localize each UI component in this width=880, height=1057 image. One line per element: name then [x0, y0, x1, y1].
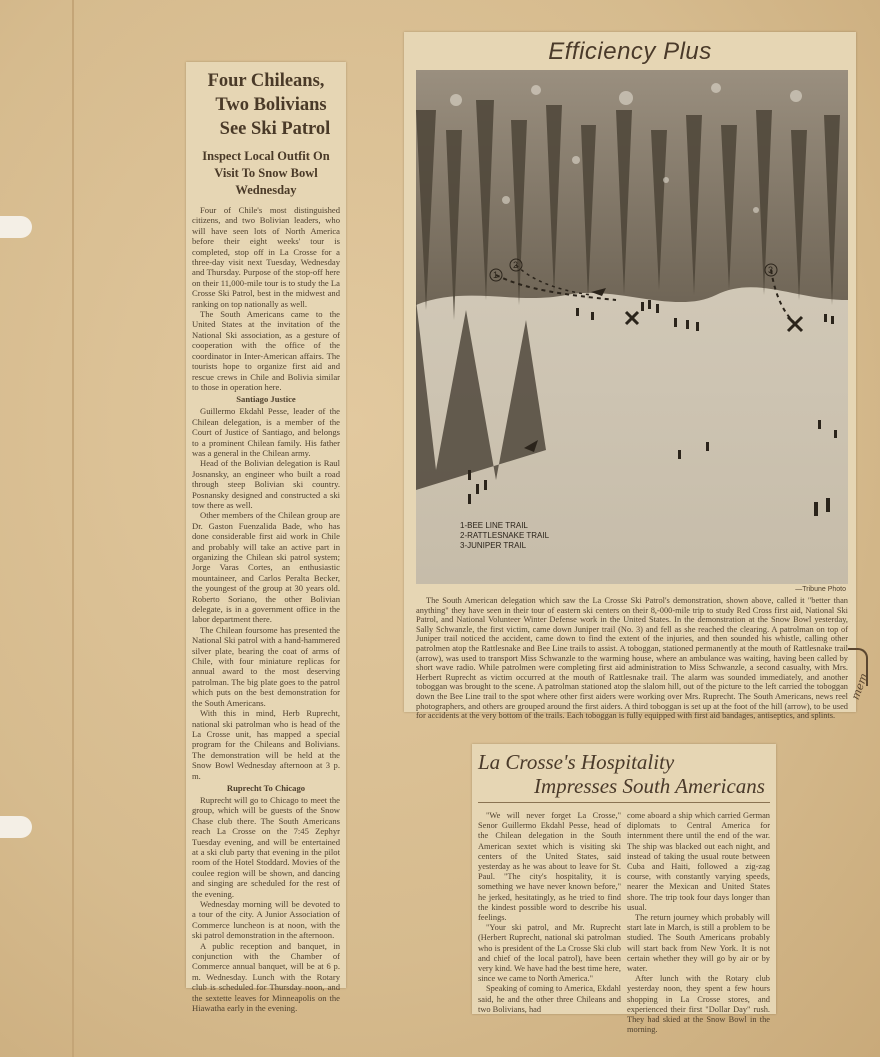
legend-bee-line: 1-BEE LINE TRAIL: [460, 521, 528, 530]
paragraph: Head of the Bolivian delegation is Raul Josnansky, an engineer who built a road through steep Bolivian ski country. Posnansky designed and constructed a ski tow there as well.: [192, 458, 340, 510]
article-four-chileans: [186, 62, 346, 1014]
legend-juniper: 3-JUNIPER TRAIL: [460, 541, 527, 550]
headline: [478, 750, 770, 798]
photo-illustration: [416, 70, 848, 584]
binder-hole-bottom: [0, 816, 32, 838]
ski-slope-photo: [416, 70, 848, 584]
article-hospitality: [472, 744, 776, 1035]
pencil-margin-note: mem: [848, 671, 871, 702]
article-body: [192, 205, 340, 1013]
headline-line-2: Impresses South Americans: [534, 774, 765, 798]
paragraph: A public reception and banquet, in conjunction with the Chamber of Commerce annual banquet, will be at 6 p. m. Wednesday. Lunch with the Rotary club is scheduled for Thursday noon, and the sextette leaves for Minneapolis on the Hiawatha early in the evening.: [192, 940, 340, 1014]
article-columns: [478, 811, 770, 1035]
photo-title: Efficiency Plus: [548, 38, 712, 65]
headline-line-1: La Crosse's Hospitality: [478, 750, 675, 774]
paragraph: The return journey which probably will start late in March, is still a problem to be studied. The South Americans probably will start back from New York. It is not certain whether they will go by air or by water.: [627, 913, 770, 974]
headline-line-1: Four Chileans,: [207, 71, 325, 91]
headline-rule: [478, 802, 770, 803]
subhead-santiago-justice: Santiago Justice: [236, 394, 296, 405]
binder-hole-top: [0, 216, 32, 238]
paragraph: come aboard a ship which carried German diplomats to Central America for internment there until the end of the war. The ship was blacked out each night, and instead of taking the usual route between Cuba and Haiti, followed a zig-zag course, with constantly varying speeds, nearer the Mexican and United States shore. The trip took four days longer than usual.: [627, 811, 770, 912]
paragraph: Speaking of coming to America, Ekdahl said, he and the other three Chileans and two Bolivians, had: [478, 984, 621, 1014]
binding-margin-line: [72, 0, 74, 1057]
paragraph: Wednesday morning will be devoted to a tour of the city. A Junior Association of Commerce luncheon is at noon, with the ski patrol demonstration in the afternoon.: [192, 899, 340, 941]
headline-line-3: See Ski Patrol: [219, 119, 331, 139]
paragraph: With this in mind, Herb Ruprecht, national ski patrolman who is head of the La Crosse unit, has mapped a special program for the Chileans and Bolivians. The demonstration will be held at the Snow Bowl Wednesday afternoon at 3 p. m.: [192, 708, 340, 781]
subhead-ruprecht-to-chicago: Ruprecht To Chicago: [226, 782, 306, 793]
paragraph: The South Americans came to the United States at the invitation of the National Ski association, as a gesture of cooperation with the office of the coordinator in Inter-American affairs. The tourists hope to organize first aid and rescue crews in Chile and Bolivia similar to those in operation here.: [192, 309, 340, 392]
paragraph: Guillermo Ekdahl Pesse, leader of the Chilean delegation, is a member of the Court of Justice of Santiago, and belongs to a prominent Chilean family. His father was a general in the Chilean army.: [192, 406, 340, 458]
legend-rattlesnake: 2-RATTLESNAKE TRAIL: [460, 531, 550, 540]
paragraph: Four of Chile's most distinguished citizens, and two Bolivian leaders, who will have seen lots of North America before their eight weeks' tour is completed, stop off in La Crosse for a three-day visit next Tuesday, Wednesday and Thursday. Purpose of the stop-off here on their 11,000-mile tour is to study the La Crosse Ski Patrol, best in the midwest and ranking on top nationally as well.: [192, 205, 340, 309]
subheadline: Inspect Local Outfit On Visit To Snow Bowl Wednesday: [202, 149, 330, 197]
paragraph: After lunch with the Rotary club yesterday noon, they spent a few hours shopping in La Crosse stores, and experienced their first "Dollar Day" rush. They had skied at the Snow Bowl in the morning.: [627, 974, 770, 1035]
paragraph: Ruprecht will go to Chicago to meet the group, which will be guests of the Snow Chase club there. The South Americans reach La Crosse on the 7:45 Zephyr Tuesday evening, and will be entertained at a ski club party that evening in the pilot room of the Hotel Stoddard. Movies of the coulee region will be shown, and dancing and singing are scheduled for the rest of the evening.: [192, 794, 340, 899]
trail-marker-1: 1: [493, 270, 499, 280]
trail-marker-2: 2: [513, 260, 519, 270]
column-1: [478, 811, 621, 1035]
photo-clipping: [404, 32, 856, 721]
paragraph: Other members of the Chilean group are Dr. Gaston Fuenzalida Bade, who has done considerable first aid work in Chile and probably will take an active part in organizing the Chilean ski patrol system; Jorge Varas Cortes, an enthusiastic mountaineer, and Carlos Peralta Becker, the youngest of the group at 30 years old. Roberto Soriano, the other Bolivian delegate, is in a government office in the labor department there.: [192, 510, 340, 625]
trail-marker-3: 3: [768, 265, 774, 275]
paragraph: "We will never forget La Crosse," Senor Guillermo Ekdahl Pesse, head of the Chilean delegation in the South American sextet which is visiting ski centers of the United States, said yesterday as he was about to leave for St. Paul. "The city's hospitality, it is something we have never known before," he jerked, hesitatingly, as he tried to find the kindest possible word to describe his feelings.: [478, 811, 621, 923]
headline-line-2: Two Bolivians: [215, 95, 327, 115]
paragraph: "Your ski patrol, and Mr. Ruprecht (Herbert Ruprecht, national ski patrolman who is president of the La Crosse Ski club and chief of the local patrol), have been very kind. We have had the best time here, since we came to North America.": [478, 923, 621, 984]
column-2: [627, 811, 770, 1035]
photo-credit: —Tribune Photo: [795, 586, 846, 593]
photo-caption: The South American delegation which saw the La Crosse Ski Patrol's demonstration, shown above, called it "better than anything" they have seen in their tour of eastern ski centers on their 8,-000-mile trip to study Red Cross first aid, National Ski Patrol, and National Volunteer Winter Defense work in the United States. In the demonstration at the Snow Bowl yesterday, Sally Schwanzle, the first victim, came down Juniper trail (No. 3) and fell as she reached the clearing. A patrolman on top of Juniper trail noticed the accident, came down to find the extent of the injuries, and then sounded his whistle, calling other patrolmen atop the Rattlesnake and Bee Line trails to assist. A toboggan, stationed permanently at the mouth of Rattlesnake trail (arrow), was used to transport Miss Schwanzle to the warming house, where an ambulance was waiting, having been called by short wave radio. While patrolmen were completing first aid administration to Miss Schwanzle, a second casualty, with Mrs. Herbert Ruprecht as victim occurred at the mouth of Rattlesnake trail. The alarm was sounded immediately, and another toboggan was brought to the scene. A patrolman stationed atop the slalom hill, out of the picture to the left carried the toboggan down the Bee Line trail to the spot where other first aiders were working over Mrs. Ruprecht. The South Americans, news reel photographers, and others are grouped around the first aiders. A third toboggan is set up at the foot of the hill (arrow), to be used for accidents at the very bottom of the trails. Each toboggan is fully equipped with first aid bandages, antiseptics, and splints.: [416, 596, 848, 721]
paragraph: The Chilean foursome has presented the National Ski patrol with a hand-hammered silver plate, bearing the coat of arms of Chile, with four miniature replicas for annual award to the most deserving patrolman. The big plate goes to the patrol which puts on the best demonstration for the South Americans.: [192, 624, 340, 708]
